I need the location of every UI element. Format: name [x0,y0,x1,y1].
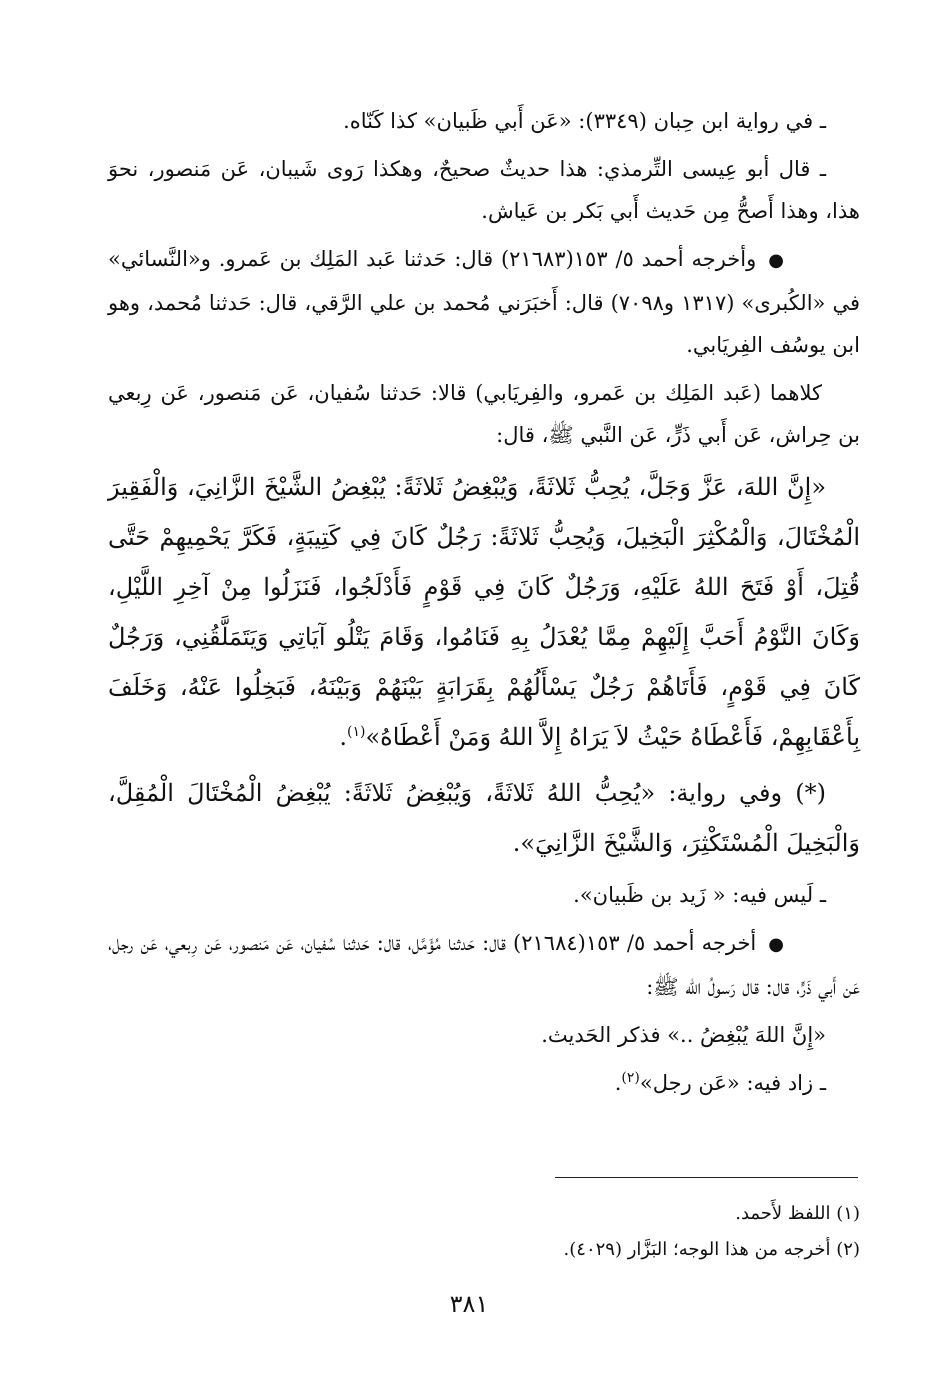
paragraph-tirmidhi [108,148,860,232]
bullet-icon: ● [768,250,784,271]
footnote-ref-1: (١) [346,724,366,740]
paragraph-hadith-short [108,1014,860,1056]
paragraph-text: ـ زاد فيه: «عَن رجل» [639,1071,826,1095]
hadith-tail: . [339,723,347,751]
page-number: ٣٨١ [449,1290,489,1318]
footnote-1: (١) اللفظ لأَحمد. [735,1203,860,1224]
footnote-ref-2: (٢) [621,1070,640,1086]
paragraph-ahmad-nasai [108,238,860,366]
paragraph-tail: . [614,1071,622,1095]
paragraph-text: ـ قال أبو عِيسى التِّرمذي: هذا حديثٌ صحيحٌ، وهكذا رَوى شَيبان، عَن مَنصور، نحوَ هذا، وهذا أَصحُّ مِن حَديث أَبي بَكر بن عَياش. [108,157,860,223]
footnote-2: (٢) أخرجه من هذا الوجه؛ البَزَّار (٤٠٢٩). [563,1239,860,1260]
footnote-divider [555,1177,858,1178]
bullet-icon: ● [768,934,784,955]
hadith-variant [108,768,860,868]
paragraph-not-included [108,874,860,916]
hadith-text [108,462,860,762]
paragraph-text: وأخرجه أحمد ٥/ ١٥٣(٢١٦٨٣) قال: حَدثنا عَبد المَلِك بن عَمرو. و«النَّسائي» في «الكُبرى» (١٣١٧ و٧٠٩٨) قال: أَخبَرَني مُحمد بن علي الرَّقي، قال: حَدثنا مُحمد، وهو ابن يوسُف الفِريَابي. [108,247,860,357]
paragraph-ibn-hibban [108,100,860,142]
paragraph-text: «إِنَّ اللهَ يُبْغِضُ ..» فذكر الحَديث. [541,1023,826,1047]
paragraph-text: ـ لَيس فيه: « زَيد بن ظَبيان». [573,883,826,907]
paragraph-isnad [108,372,860,456]
hadith-variant-text: (*) وفي رواية: «يُحِبُّ اللهُ ثَلاثَةً، وَيُبْغِضُ ثَلاثَةً: يُبْغِضُ الْمُخْتَالَ الْمُقِلَّ، وَالْبَخِيلَ الْمُسْتَكْثِرَ، وَالشَّيْخَ الزَّانِيَ». [108,779,860,857]
footnotes [108,1196,860,1268]
paragraph-addition [108,1062,860,1104]
paragraph-text: أخرجه أحمد ٥/ ١٥٣(٢١٦٨٤) قال: حَدثنا مُؤَمَّل، قال: حَدثنا سُفيان، عَن مَنصور، عَن رِبعي، عَن رجل، عَن أَبي ذَرٍّ، قال: قال رَسولُ الله ﷺ: [108,931,860,999]
main-text [108,100,860,1110]
hadith-body: «إِنَّ اللهَ، عَزَّ وَجَلَّ، يُحِبُّ ثَلاثَةً، وَيُبْغِضُ ثَلاثَةً: يُبْغِضُ الشَّيْخَ الزَّانِيَ، وَالْفَقِيرَ الْمُخْتَالَ، وَالْمُكْثِرَ الْبَخِيلَ، وَيُحِبُّ ثَلاثَةً: رَجُلٌ كَانَ فِي كَتِيبَةٍ، فَكَرَّ يَحْمِيهِمْ حَتَّى قُتِلَ، أَوْ فَتَحَ اللهُ عَلَيْهِ، وَرَجُلٌ كَانَ فِي قَوْمٍ فَأَدْلَجُوا، فَنَزَلُوا مِنْ آخِرِ اللَّيْلِ، وَكَانَ النَّوْمُ أَحَبَّ إِلَيْهِمْ مِمَّا يُعْدَلُ بِهِ فَنَامُوا، وَقَامَ يَتْلُو آيَاتِي وَيَتَمَلَّقُنِي، وَرَجُلٌ كَانَ فِي قَوْمٍ، فَأَتَاهُمْ رَجُلٌ يَسْأَلُهُمْ بِقَرَابَةٍ بَيْنَهُمْ وَبَيْنَهُ، فَبَخِلُوا عَنْهُ، وَخَلَفَ بِأَعْقَابِهِمْ، فَأَعْطَاهُ حَيْثُ لاَ يَرَاهُ إِلاَّ اللهُ وَمَنْ أَعْطَاهُ» [108,473,860,751]
paragraph-text: كلاهما (عَبد المَلِك بن عَمرو، والفِريَابي) قالا: حَدثنا سُفيان، عَن مَنصور، عَن رِبعي بن حِراش، عَن أَبي ذَرٍّ، عَن النَّبي ﷺ، قال: [108,381,860,447]
paragraph-ahmad-muammal [108,922,860,1008]
paragraph-text: ـ في رواية ابن حِبان (٣٣٤٩): «عَن أَبي ظَبيان» كذا كَنّاه. [343,109,826,133]
